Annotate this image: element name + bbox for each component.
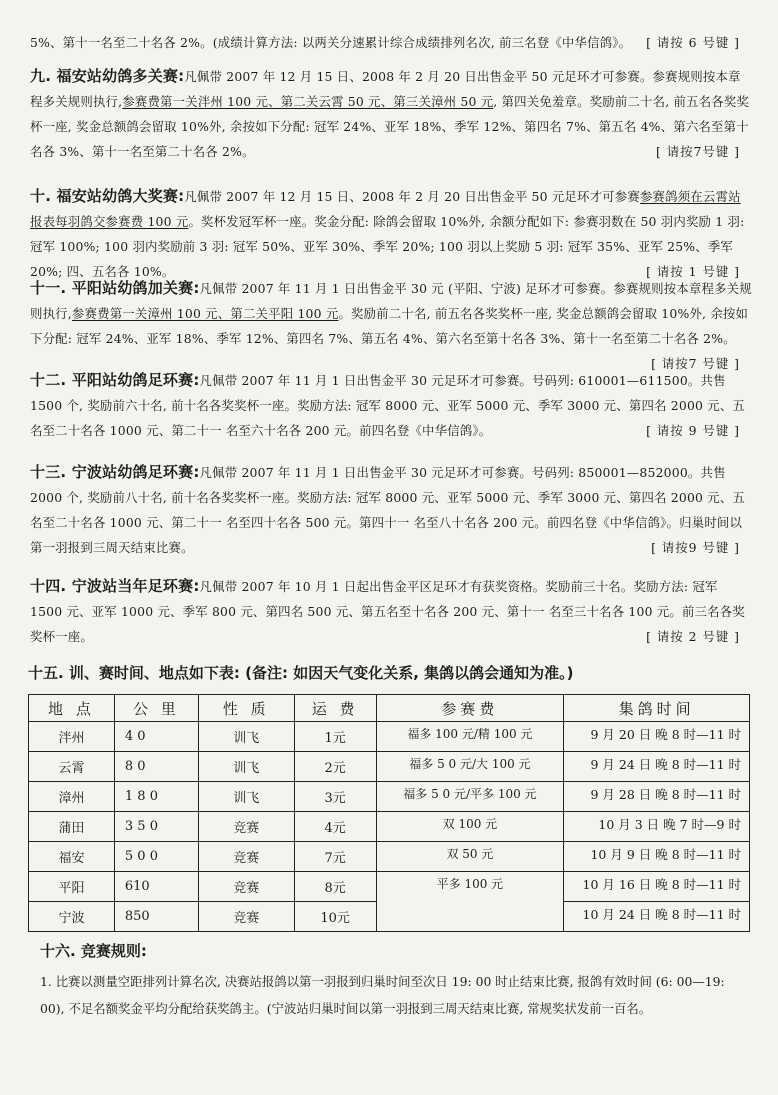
cell-freight: 8元	[294, 872, 376, 902]
table-header-row	[29, 695, 750, 722]
header-type: 性 质	[198, 695, 294, 722]
header-km: 公 里	[114, 695, 198, 722]
table-row	[29, 722, 750, 752]
cell-freight: 1元	[294, 722, 376, 752]
section-title: 十. 福安站幼鸽大奖赛:	[30, 187, 185, 205]
key-hint: [ 请按 2 号键 ]	[646, 629, 740, 644]
section-9: 九. 福安站幼鸽多关赛:凡佩带 2007 年 12 月 15 日、2008 年 2 月 20 日出售金平 50 元足环才可参赛。参赛规则按本章程多关规则执行,参赛费第一关泮州 100 元、第二关云霄 50 元、第三关漳州 50 元, 第四关免羞章。奖励前二十名, 前五名各奖奖杯一座, 奖金总额鸽会留取 10%外, 余按如下分配: 冠军 24%、亚军 18%、季军 12%、第四名 7%、第五名 4%、第六名至第十名各 3%、第十一名至第二十名各 2%。 [ 请按7号键 ]	[30, 64, 752, 164]
rule-1: 1. 比赛以测量空距排列计算名次, 决赛站报鸽以第一羽报到归巢时间至次日 19: 00 时止结束比赛, 报鸽有效时间 (6: 00—19: 00), 不足名额奖金平均分配给获奖鸽主。(宁波站归巢时间以第一羽报到三周天结束比赛, 常规奖状发前一百名。	[40, 974, 725, 1016]
header-freight: 运 费	[294, 695, 376, 722]
section-13: 十三. 宁波站幼鸽足环赛:凡佩带 2007 年 11 月 1 日出售金平 30 元足环才可参赛。号码列: 850001—852000。共售 2000 个, 奖励前八十名, 前十名各奖奖杯一座。奖励方法: 冠军 8000 元、亚军 5000 元、季军 3000 元、第四名 2000 元、五名至二十名各 1000 元、第二十一 名至四十名各 500 元。第四十一 名至八十名各 200 元。前四名登《中华信鸽》。归巢时间以第一羽报到三周天结束比赛。 [ 请按9 号键 ]	[30, 460, 752, 560]
section-10: 十. 福安站幼鸽大奖赛:凡佩带 2007 年 12 月 15 日、2008 年 2 月 20 日出售金平 50 元足环才可参赛参赛鸽须在云霄站报表每羽鸽交参赛费 100 元。奖杯发冠军杯一座。奖金分配: 除鸽会留取 10%外, 余额分配如下: 参赛羽数在 50 羽内奖励 1 羽: 冠军 100%; 100 羽内奖励前 3 羽: 冠军 50%、亚军 30%、季军 20%; 100 羽以上奖励 5 羽: 冠军 35%、亚军 25%、季军 20%; 四、五名各 10%。 [ 请按 1 号键 ]	[30, 184, 752, 284]
cell-km: 610	[114, 872, 198, 902]
cell-time: 10 月 24 日 晚 8 时—11 时	[564, 902, 750, 932]
cell-time: 10 月 9 日 晚 8 时—11 时	[564, 842, 750, 872]
cell-type: 训飞	[198, 722, 294, 752]
section-14: 十四. 宁波站当年足环赛:凡佩带 2007 年 10 月 1 日起出售金平区足环才有获奖资格。奖励前三十名。奖励方法: 冠军 1500 元、亚军 1000 元、季军 800 元、第四名 500 元、第五名至十名各 200 元、第十一 名至三十名各 100 元。前三名各奖奖杯一座。 [ 请按 2 号键 ]	[30, 574, 752, 649]
cell-km: 3 5 0	[114, 812, 198, 842]
section-title: 九. 福安站幼鸽多关赛:	[30, 67, 185, 85]
cell-type: 训飞	[198, 782, 294, 812]
cell-time: 9 月 20 日 晚 8 时—11 时	[564, 722, 750, 752]
cell-time: 9 月 28 日 晚 8 时—11 时	[564, 782, 750, 812]
cell-km: 4 0	[114, 722, 198, 752]
underlined-fee: 参赛费第一关漳州 100 元、第二关平阳 100 元	[71, 306, 339, 321]
cell-place: 福安	[29, 842, 115, 872]
table-row	[29, 752, 750, 782]
cell-time: 10 月 3 日 晚 7 时—9 时	[564, 812, 750, 842]
section-title: 十二. 平阳站幼鸽足环赛:	[30, 371, 200, 389]
cell-freight: 4元	[294, 812, 376, 842]
cell-fee: 平多 100 元	[376, 872, 564, 932]
cell-type: 竞赛	[198, 902, 294, 932]
key-hint: [ 请按9 号键 ]	[651, 540, 740, 555]
cell-type: 训飞	[198, 752, 294, 782]
key-hint: [ 请按7 号键 ]	[651, 356, 740, 371]
cell-type: 竞赛	[198, 872, 294, 902]
section-title: 十三. 宁波站幼鸽足环赛:	[30, 463, 200, 481]
section-12: 十二. 平阳站幼鸽足环赛:凡佩带 2007 年 11 月 1 日出售金平 30 元足环才可参赛。号码列: 610001—611500。共售 1500 个, 奖励前六十名, 前十名各奖奖杯一座。奖励方法: 冠军 8000 元、亚军 5000 元、季军 3000 元、第四名 2000 元、五名至二十名各 1000 元、第二十一 名至六十名各 200 元。前四名登《中华信鸽》。 [ 请按 9 号键 ]	[30, 368, 752, 443]
underlined-fee: 参赛鸽须在云霄站报表每羽鸽交参赛费 100 元	[30, 189, 741, 229]
cell-fee: 福多 100 元/精 100 元	[376, 722, 564, 752]
cell-km: 850	[114, 902, 198, 932]
cell-freight: 3元	[294, 782, 376, 812]
cell-place: 蒲田	[29, 812, 115, 842]
header-fee: 参赛费	[376, 695, 564, 722]
section-title: 十四. 宁波站当年足环赛:	[30, 577, 200, 595]
cell-freight: 10元	[294, 902, 376, 932]
table-row	[29, 872, 750, 902]
cell-fee: 福多 5 0 元/平多 100 元	[376, 782, 564, 812]
key-hint: [ 请按7号键 ]	[656, 144, 740, 159]
cell-fee: 福多 5 0 元/大 100 元	[376, 752, 564, 782]
cell-time: 9 月 24 日 晚 8 时—11 时	[564, 752, 750, 782]
cell-place: 宁波	[29, 902, 115, 932]
cell-freight: 2元	[294, 752, 376, 782]
table-row	[29, 782, 750, 812]
cell-place: 漳州	[29, 782, 115, 812]
section-15-title: 十五. 训、赛时间、地点如下表: (备注: 如因天气变化关系, 集鸽以鸽会通知为准。)	[28, 664, 574, 682]
section-8-tail: 5%、第十一名至二十名各 2%。(成绩计算方法: 以两关分速累计综合成绩排列名次, 前三名登《中华信鸽》。 [ 请按 6 号键 ]	[30, 30, 752, 55]
underlined-fee: 参赛费第一关泮州 100 元、第二关云霄 50 元、第三关漳州 50 元	[122, 94, 494, 109]
cell-place: 泮州	[29, 722, 115, 752]
header-place: 地 点	[29, 695, 115, 722]
key-hint: [ 请按 9 号键 ]	[646, 423, 740, 438]
header-time: 集鸽时间	[564, 695, 750, 722]
section-16-title: 十六. 竞赛规则:	[40, 942, 147, 960]
cell-time: 10 月 16 日 晚 8 时—11 时	[564, 872, 750, 902]
key-hint: [ 请按 1 号键 ]	[646, 264, 740, 279]
cell-place: 云霄	[29, 752, 115, 782]
cell-km: 1 8 0	[114, 782, 198, 812]
cell-km: 5 0 0	[114, 842, 198, 872]
cell-place: 平阳	[29, 872, 115, 902]
cell-type: 竞赛	[198, 842, 294, 872]
section-11: 十一. 平阳站幼鸽加关赛:凡佩带 2007 年 11 月 1 日出售金平 30 元 (平阳、宁波) 足环才可参赛。参赛规则按本章程多关规则执行,参赛费第一关漳州 100 元、第二关平阳 100 元。奖励前二十名, 前五名各奖奖杯一座, 奖金总额鸽会留取 10%外, 余按如下分配: 冠军 24%、亚军 18%、季军 12%、第四名 7%、第五名 4%、第六名至第十名各 3%、第十一名至第二十名各 2%。 [ 请按7 号键 ]	[30, 276, 752, 376]
cell-type: 竞赛	[198, 812, 294, 842]
cell-km: 8 0	[114, 752, 198, 782]
cell-fee: 双 50 元	[376, 842, 564, 872]
table-row	[29, 812, 750, 842]
schedule-table	[28, 694, 750, 932]
cell-freight: 7元	[294, 842, 376, 872]
cell-fee: 双 100 元	[376, 812, 564, 842]
section-title: 十一. 平阳站幼鸽加关赛:	[30, 279, 200, 297]
table-row	[29, 842, 750, 872]
key-hint: [ 请按 6 号键 ]	[646, 35, 740, 50]
